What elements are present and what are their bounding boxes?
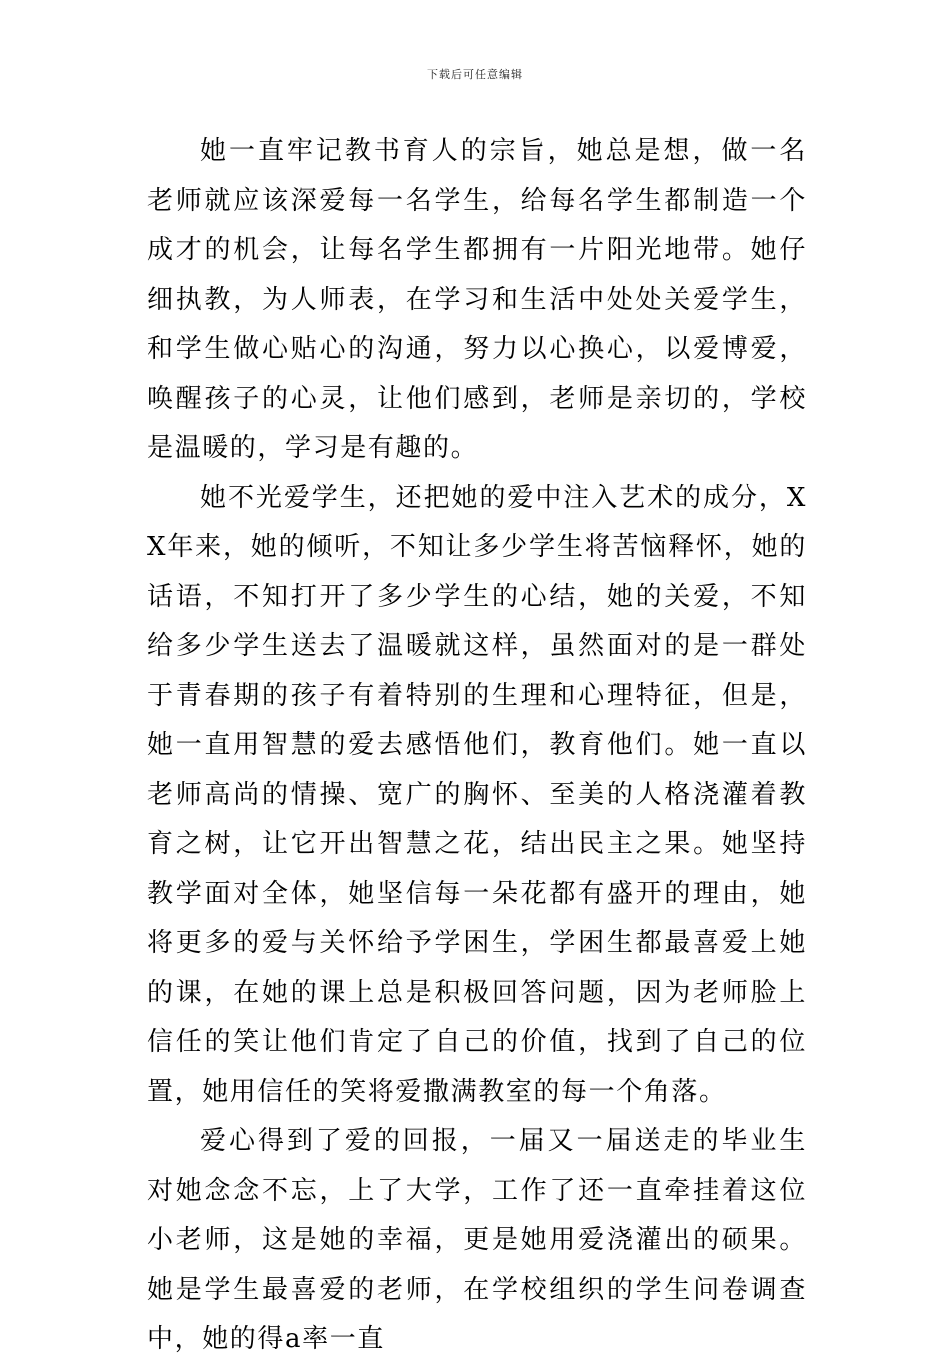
- paragraph-1: 她一直牢记教书育人的宗旨，她总是想，做一名老师就应该深爱每一名学生，给每名学生都制造一个成才的机会，让每名学生都拥有一片阳光地带。她仔细执教，为人师表，在学习和生活中处处关爱学生，和学生做心贴心的沟通，努力以心换心，以爱博爱，唤醒孩子的心灵，让他们感到，老师是亲切的，学校是温暖的，学习是有趣的。: [147, 136, 807, 463]
- header-note: 下载后可任意编辑: [427, 68, 523, 81]
- document-body: [147, 127, 807, 1365]
- paragraph-2: 她不光爱学生，还把她的爱中注入艺术的成分，XX年来，她的倾听，不知让多少学生将苦恼释怀，她的话语，不知打开了多少学生的心结，她的关爱，不知给多少学生送去了温暖就这样，虽然面对的是一群处于青春期的孩子有着特别的生理和心理特征，但是，她一直用智慧的爱去感悟他们，教育他们。她一直以老师高尚的情操、宽广的胸怀、至美的人格浇灌着教育之树，让它开出智慧之花，结出民主之果。她坚持教学面对全体，她坚信每一朵花都有盛开的理由，她将更多的爱与关怀给予学困生，学困生都最喜爱上她的课，在她的课上总是积极回答问题，因为老师脸上信任的笑让他们肯定了自己的价值，找到了自己的位置，她用信任的笑将爱撒满教室的每一个角落。: [147, 482, 807, 1107]
- paragraph-3: 爱心得到了爱的回报，一届又一届送走的毕业生对她念念不忘，上了大学，工作了还一直牵挂着这位小老师，这是她的幸福，更是她用爱浇灌出的硕果。她是学生最喜爱的老师，在学校组织的学生问卷调查中，她的得a率一直: [147, 1126, 807, 1354]
